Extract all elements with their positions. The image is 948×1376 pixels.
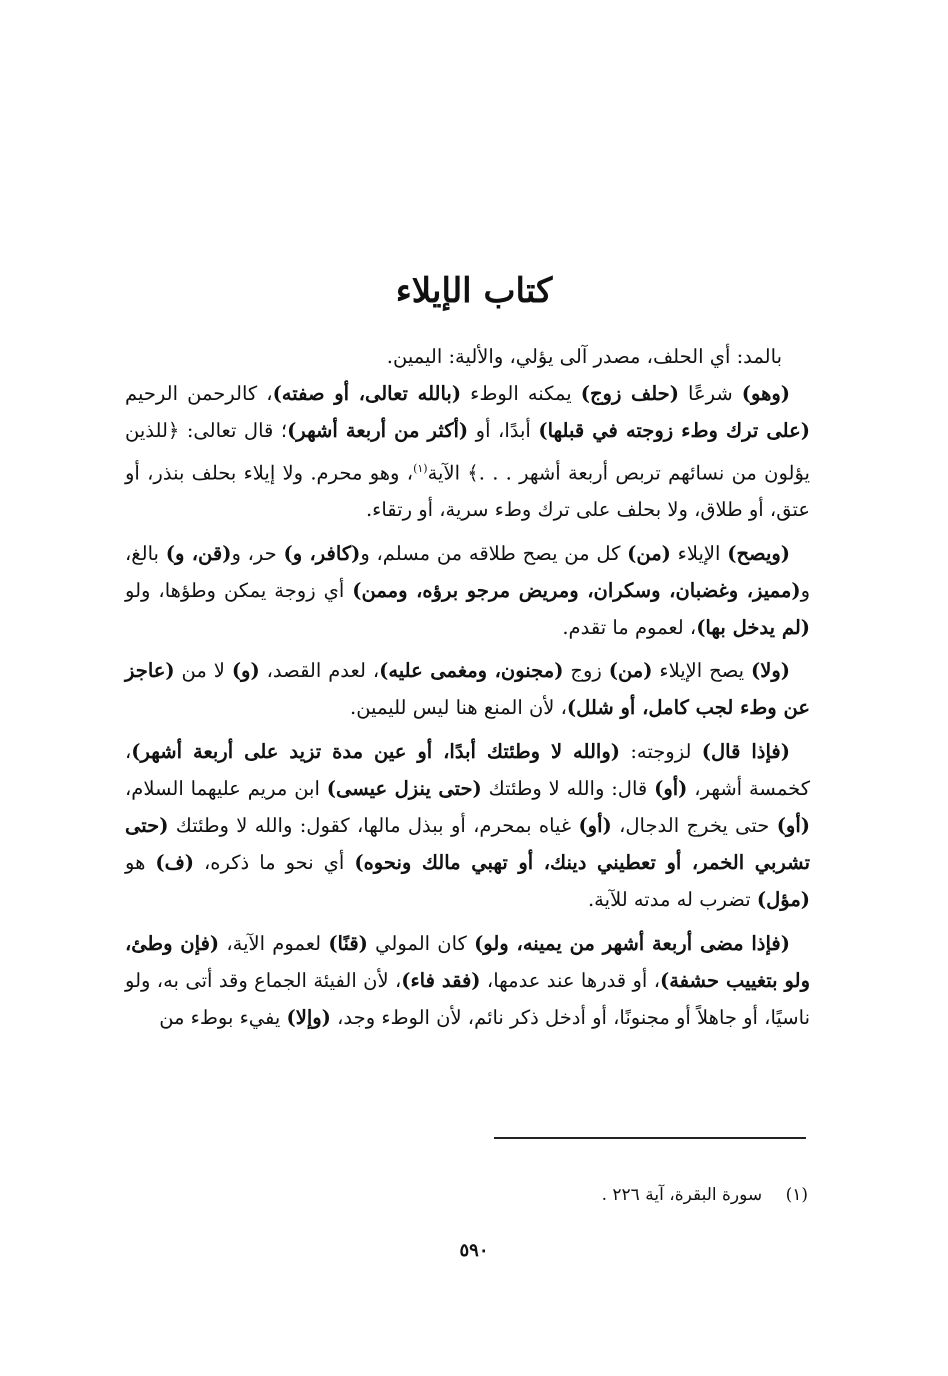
sharh-text: الإيلاء — [670, 541, 728, 565]
sharh-text: ابن مريم عليهما السلام، — [125, 776, 327, 800]
footnote-reference[interactable]: (١) — [413, 461, 428, 475]
sharh-text: ، أو قدرها عند عدمها، — [480, 968, 660, 992]
matn-text: (فإذا مضى أربعة أشهر من يمينه، ولو) — [474, 931, 790, 955]
matn-text: (حتى تشربي الخمر، أو تعطيني دينك، أو تهبي مالك ونحوه) — [125, 813, 810, 875]
matn-text: (عاجز عن وطء لجب كامل، أو شلل) — [125, 659, 810, 720]
matn-text: (مجنون، ومغمى عليه) — [379, 659, 564, 683]
sharh-text: ، وهو محرم. ولا إيلاء بحلف بنذر، أو عتق، أو طلاق، ولا بحلف على ترك وطء سرية، أو رتقاء. — [125, 461, 810, 522]
sharh-text: يفيء بوطء من — [159, 1005, 287, 1029]
matn-text: (وإلا) — [286, 1005, 331, 1029]
sharh-text: أي زوجة يمكن وطؤها، ولو — [125, 578, 353, 602]
sharh-text: تضرب له مدته للآية. — [587, 888, 757, 912]
sharh-text: غياه بمحرم، أو ببذل مالها، كقول: والله لا وطئتك — [168, 813, 579, 837]
paragraph-definition: بالمد: أي الحلف، مصدر آلى يؤلي، والألية: اليمين. — [386, 345, 782, 368]
matn-text: (ويصح) — [727, 541, 791, 565]
matn-text: (ف) — [155, 851, 195, 875]
paragraph-oath-forms — [125, 733, 810, 919]
matn-text: (كافر، و) — [283, 541, 361, 565]
matn-text: (و) — [231, 659, 260, 683]
matn-text: (مميز، وغضبان، وسكران، ومريض مرجو برؤه، وممن) — [352, 578, 801, 602]
sharh-text: ، لعموم ما تقدم. — [562, 615, 697, 639]
paragraph-legal-definition — [125, 375, 810, 528]
matn-text: (أو) — [776, 813, 810, 837]
paragraph-validity — [125, 535, 810, 647]
sharh-text: أبدًا، أو — [468, 419, 539, 443]
matn-text: (ولا) — [750, 659, 790, 683]
sharh-text: بالغ، و — [125, 541, 811, 602]
matn-text: (مؤل) — [756, 888, 810, 912]
sharh-text: أي نحو ما ذكره، — [194, 851, 355, 875]
sharh-text: ، لعدم القصد، — [259, 659, 380, 683]
matn-text: (قنًا) — [328, 931, 368, 955]
matn-text: (فقد فاء) — [401, 968, 481, 992]
sharh-text: يصح الإيلاء — [652, 659, 751, 683]
sharh-text: ، كالرحمن الرحيم — [125, 382, 273, 406]
sharh-text: شرعًا — [678, 382, 742, 406]
sharh-text: هو — [125, 851, 156, 875]
matn-text: (من) — [627, 541, 671, 565]
matn-text: (فإن وطئ، ولو بتغييب حشفة) — [125, 931, 810, 992]
matn-text: (والله لا وطئتك أبدًا، أو عين مدة تزيد على أربعة أشهر) — [131, 739, 620, 763]
sharh-text: ، كخمسة أشهر، — [125, 739, 810, 800]
footnote — [602, 1183, 808, 1207]
footnote-number: (١) — [785, 1185, 808, 1205]
sharh-text: ، لأن الفيئة الجماع وقد أتى به، ولو ناسيًا، أو جاهلاً أو مجنونًا، أو أدخل ذكر نائم، لأن الوطء وجد، — [125, 968, 810, 1029]
matn-text: (أكثر من أربعة أشهر) — [287, 419, 469, 443]
matn-text: (أو) — [578, 813, 612, 837]
chapter-title: كتاب الإيلاء — [395, 270, 553, 311]
body-text — [125, 338, 810, 1036]
page-number: ٥٩٠ — [459, 1240, 489, 1261]
sharh-text: كان المولي — [367, 931, 475, 955]
footnote-divider — [494, 1137, 806, 1139]
matn-text: (بالله تعالى، أو صفته) — [272, 382, 462, 406]
sharh-text: حر، و — [231, 541, 284, 565]
matn-text: (قن، و) — [165, 541, 232, 565]
matn-text: (لم يدخل بها) — [696, 615, 810, 639]
matn-text: (على ترك وطء زوجته في قبلها) — [538, 419, 810, 443]
sharh-text: قال: والله لا وطئتك — [481, 776, 655, 800]
paragraph-invalidity — [125, 652, 810, 726]
sharh-text: ، لأن المنع هنا ليس لليمين. — [350, 696, 567, 720]
matn-text: (فإذا قال) — [701, 739, 790, 763]
footnote-text: سورة البقرة، آية ٢٢٦ . — [601, 1185, 763, 1205]
sharh-text: حتى يخرج الدجال، — [611, 813, 777, 837]
sharh-text: لعموم الآية، — [219, 931, 329, 955]
sharh-text: ؛ قال تعالى: ﴿للذين يؤلون من نسائهم تربص أربعة أشهر . . .﴾ الآية — [125, 419, 810, 485]
sharh-text: يمكنه الوطء — [461, 382, 581, 406]
matn-text: (من) — [608, 659, 653, 683]
matn-text: (أو) — [654, 776, 688, 800]
matn-text: (وهو) — [741, 382, 791, 406]
paragraph-four-months — [125, 925, 810, 1037]
sharh-text: زوج — [563, 659, 609, 683]
sharh-text: لزوجته: — [619, 739, 702, 763]
matn-text: (حتى ينزل عيسى) — [326, 776, 482, 800]
matn-text: (حلف زوج) — [580, 382, 679, 406]
sharh-text: لا من — [174, 659, 232, 683]
sharh-text: كل من يصح طلاقه من مسلم، و — [360, 541, 628, 565]
